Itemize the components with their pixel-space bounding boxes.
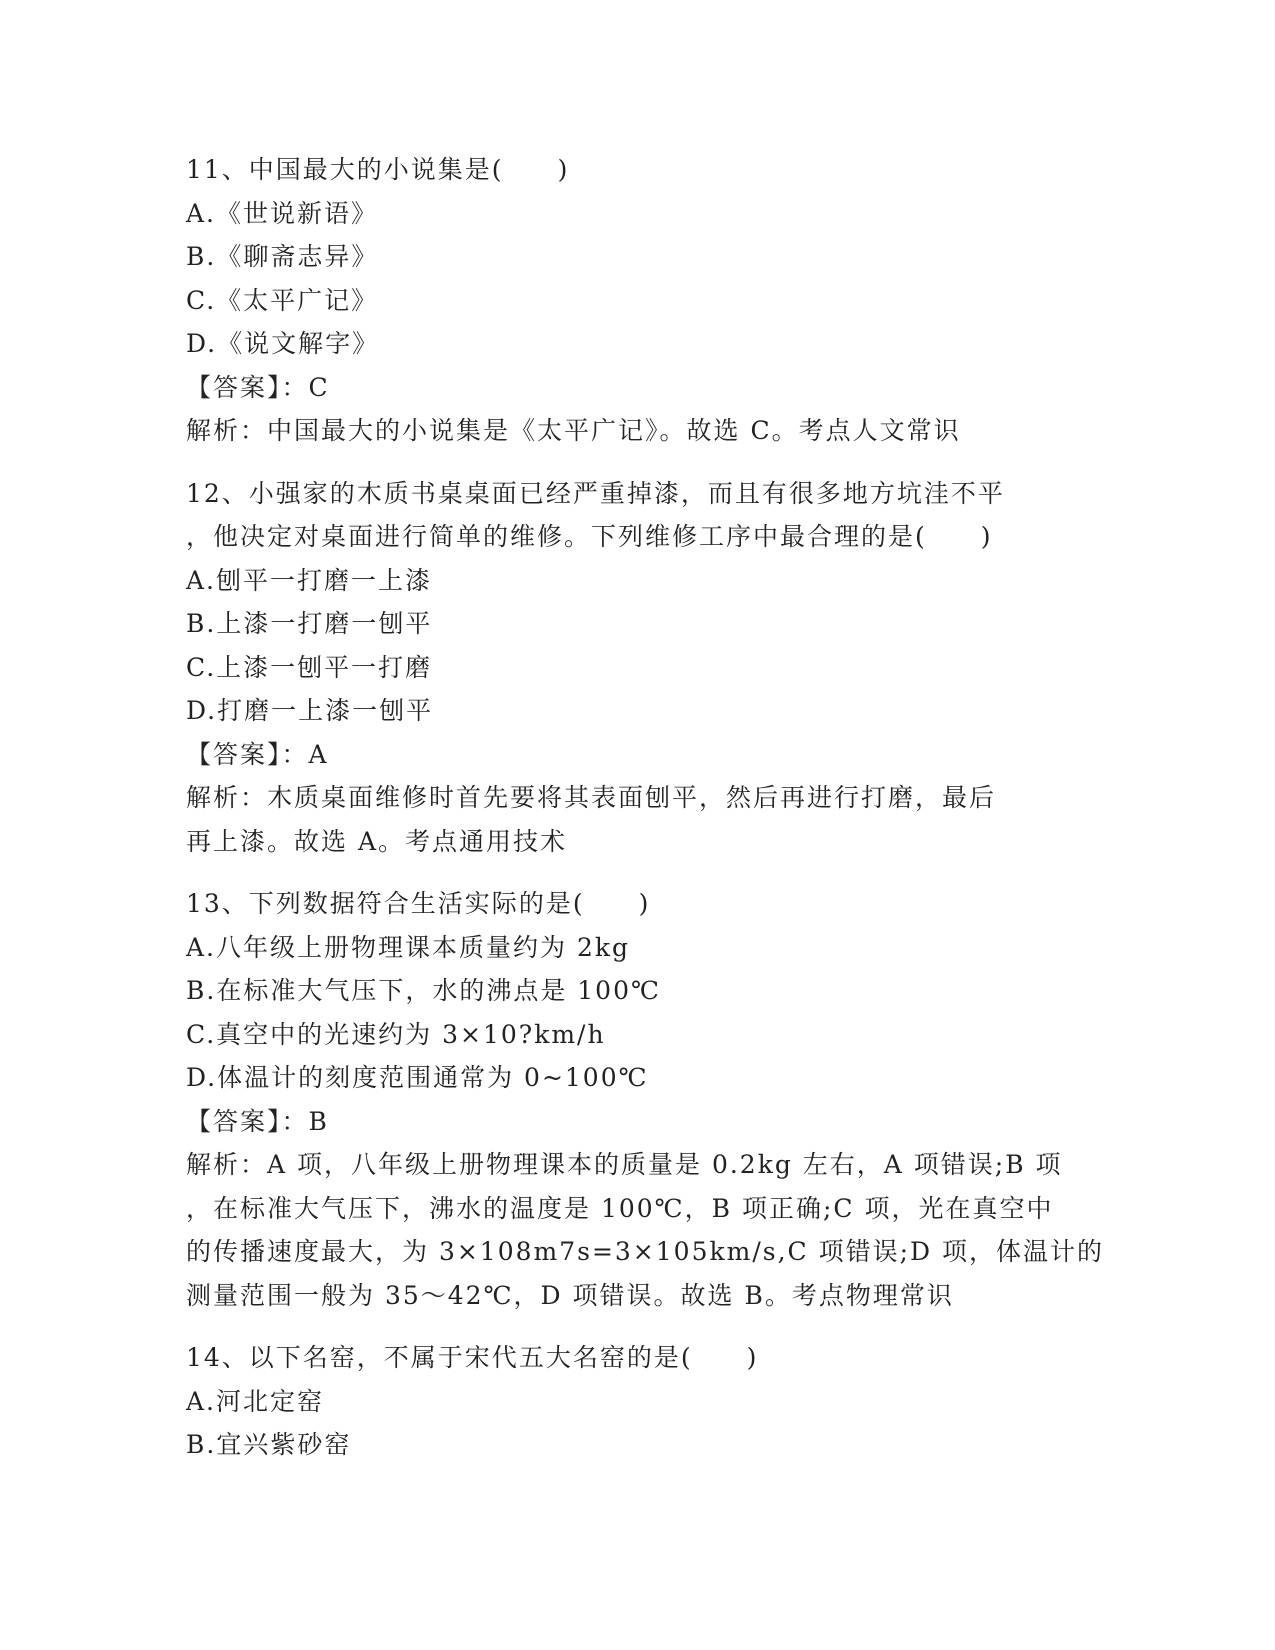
analysis-line: 解析：木质桌面维修时首先要将其表面刨平，然后再进行打磨，最后 bbox=[186, 783, 997, 812]
question-stem-continued: ，他决定对桌面进行简单的维修。下列维修工序中最合理的是( ) bbox=[186, 522, 993, 551]
option-d: D.打磨一上漆一刨平 bbox=[186, 696, 434, 725]
option-b: B.在标准大气压下，水的沸点是 100℃ bbox=[186, 976, 661, 1005]
answer: 【答案】：C bbox=[186, 372, 330, 402]
option-a: A.八年级上册物理课本质量约为 2kg bbox=[186, 932, 631, 962]
analysis-line: 的传播速度最大，为 3×108m7s=3×105km/s,C 项错误;D 项，体温计的 bbox=[186, 1237, 1105, 1266]
question-11 bbox=[186, 148, 1086, 453]
option-c: C.真空中的光速约为 3×10?km/h bbox=[186, 1019, 606, 1049]
question-stem: 13、下列数据符合生活实际的是( ) bbox=[186, 889, 651, 918]
question-12 bbox=[186, 472, 1086, 864]
option-a: A.刨平一打磨一上漆 bbox=[186, 565, 433, 595]
question-list bbox=[186, 148, 1105, 1486]
analysis-line: 测量范围一般为 35～42℃，D 项错误。故选 B。考点物理常识 bbox=[186, 1280, 954, 1310]
option-c: C.上漆一刨平一打磨 bbox=[186, 652, 433, 682]
option-d: D.《说文解字》 bbox=[186, 329, 380, 358]
question-stem: 12、小强家的木质书桌桌面已经严重掉漆，而且有很多地方坑洼不平 bbox=[186, 478, 1005, 508]
option-a: A.《世说新语》 bbox=[186, 198, 379, 228]
question-stem: 11、中国最大的小说集是( ) bbox=[186, 155, 570, 184]
option-d: D.体温计的刻度范围通常为 0~100℃ bbox=[186, 1063, 649, 1092]
question-13 bbox=[186, 882, 1105, 1317]
answer: 【答案】：B bbox=[186, 1106, 329, 1136]
option-a: A.河北定窑 bbox=[186, 1386, 325, 1416]
answer: 【答案】：A bbox=[186, 739, 329, 769]
question-stem: 14、以下名窑，不属于宋代五大名窑的是( ) bbox=[186, 1343, 759, 1372]
analysis-line: 解析：A 项，八年级上册物理课本的质量是 0.2kg 左右，A 项错误;B 项 bbox=[186, 1150, 1063, 1179]
option-b: B.上漆一打磨一刨平 bbox=[186, 609, 433, 638]
analysis-line: 再上漆。故选 A。考点通用技术 bbox=[186, 826, 568, 856]
option-c: C.《太平广记》 bbox=[186, 285, 379, 315]
option-b: B.宜兴紫砂窑 bbox=[186, 1430, 352, 1459]
analysis-line: 解析：中国最大的小说集是《太平广记》。故选 C。考点人文常识 bbox=[186, 416, 961, 445]
option-b: B.《聊斋志异》 bbox=[186, 242, 379, 271]
analysis-line: ，在标准大气压下，沸水的温度是 100℃，B 项正确;C 项，光在真空中 bbox=[186, 1193, 1054, 1223]
question-14 bbox=[186, 1336, 1086, 1467]
